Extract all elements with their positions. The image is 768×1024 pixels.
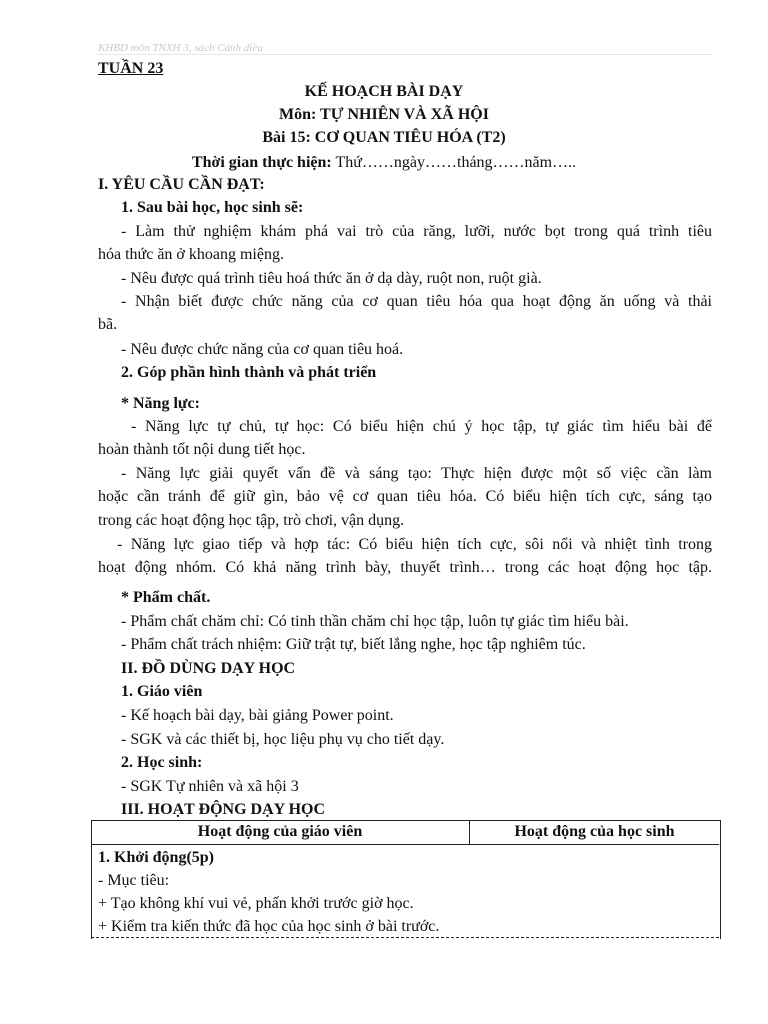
activity-table: [91, 820, 721, 940]
section1-sub2: 2. Góp phần hình thành và phát triển: [121, 364, 377, 381]
paragraph-line: hoặc cần tránh để giữ gìn, bảo vệ cơ quan tiêu hóa. Có biểu hiện tích cực, sáng tạo: [98, 488, 712, 505]
paragraph-line: - SGK Tự nhiên và xã hội 3: [121, 778, 299, 795]
header-note: KHBD môn TNXH 3, sách Cánh diều: [98, 42, 263, 54]
section3-heading: III. HOẠT ĐỘNG DẠY HỌC: [121, 801, 326, 818]
paragraph-line: - Nhận biết được chức năng của cơ quan tiêu hóa qua hoạt động ăn uống và thải: [121, 293, 712, 310]
table-cell-line: - Mục tiêu:: [98, 872, 170, 889]
time-label: Thời gian thực hiện:: [191, 154, 332, 171]
paragraph-line: - Phẩm chất chăm chỉ: Có tinh thần chăm chỉ học tập, luôn tự giác tìm hiểu bài.: [121, 613, 629, 630]
paragraph-line: - SGK và các thiết bị, học liệu phụ vụ cho tiết dạy.: [121, 731, 445, 748]
paragraph-line: hoàn thành tốt nội dung tiết học.: [98, 441, 306, 458]
paragraph-line: trong các hoạt động học tập, trò chơi, vận dụng.: [98, 512, 405, 529]
lesson-title: Bài 15: CƠ QUAN TIÊU HÓA (T2): [262, 129, 506, 146]
teacher-heading: 1. Giáo viên: [121, 683, 203, 700]
paragraph-line: - Kế hoạch bài dạy, bài giảng Power point.: [121, 707, 394, 724]
paragraph-line: - Năng lực tự chủ, tự học: Có biểu hiện chú ý học tập, tự giác tìm hiểu bài để: [131, 418, 712, 435]
paragraph-line: - Năng lực giao tiếp và hợp tác: Có biểu hiện tích cực, sôi nổi và nhiệt tình trong: [117, 536, 712, 553]
time-value: Thứ……ngày……tháng……năm…..: [331, 154, 577, 171]
paragraph-line: bã.: [98, 316, 118, 333]
table-header-teacher: Hoạt động của giáo viên: [197, 823, 363, 840]
header-divider: [98, 54, 712, 55]
paragraph-line: - Làm thử nghiệm khám phá vai trò của răng, lưỡi, nước bọt trong quá trình tiêu: [121, 223, 712, 240]
table-row-title: 1. Khởi động(5p): [98, 849, 214, 866]
section2-heading: II. ĐỒ DÙNG DẠY HỌC: [121, 660, 296, 677]
section1-sub1: 1. Sau bài học, học sinh sẽ:: [121, 199, 304, 216]
document-title: KẾ HOẠCH BÀI DẠY: [304, 83, 464, 100]
pham-chat-heading: * Phẩm chất.: [121, 589, 211, 606]
paragraph-line: - Nêu được quá trình tiêu hoá thức ăn ở dạ dày, ruột non, ruột già.: [121, 270, 542, 287]
paragraph-line: - Phẩm chất trách nhiệm: Giữ trật tự, biết lắng nghe, học tập nghiêm túc.: [121, 636, 586, 653]
paragraph-line: hoạt động nhóm. Có khả năng trình bày, thuyết trình… trong các hoạt động học tập.: [98, 559, 712, 576]
paragraph-line: hóa thức ăn ở khoang miệng.: [98, 246, 284, 263]
subject-title: Môn: TỰ NHIÊN VÀ XÃ HỘI: [279, 106, 489, 123]
nang-luc-heading: * Năng lực:: [121, 395, 200, 412]
table-cell-line: + Kiểm tra kiến thức đã học của học sinh ở bài trước.: [98, 918, 440, 935]
paragraph-line: - Năng lực giải quyết vấn đề và sáng tạo: Thực hiện được một số việc cần làm: [121, 465, 712, 482]
section1-heading: I. YÊU CẦU CẦN ĐẠT:: [98, 176, 265, 193]
paragraph-line: - Nêu được chức năng của cơ quan tiêu hoá.: [121, 341, 404, 358]
time-line: [0, 153, 768, 173]
student-heading: 2. Học sinh:: [121, 754, 203, 771]
table-header-student: Hoạt động của học sinh: [514, 823, 675, 840]
week-label: TUẦN 23: [98, 60, 164, 77]
table-cell-line: + Tạo không khí vui vẻ, phấn khởi trước giờ học.: [98, 895, 414, 912]
page-break-dashes: [91, 937, 719, 938]
